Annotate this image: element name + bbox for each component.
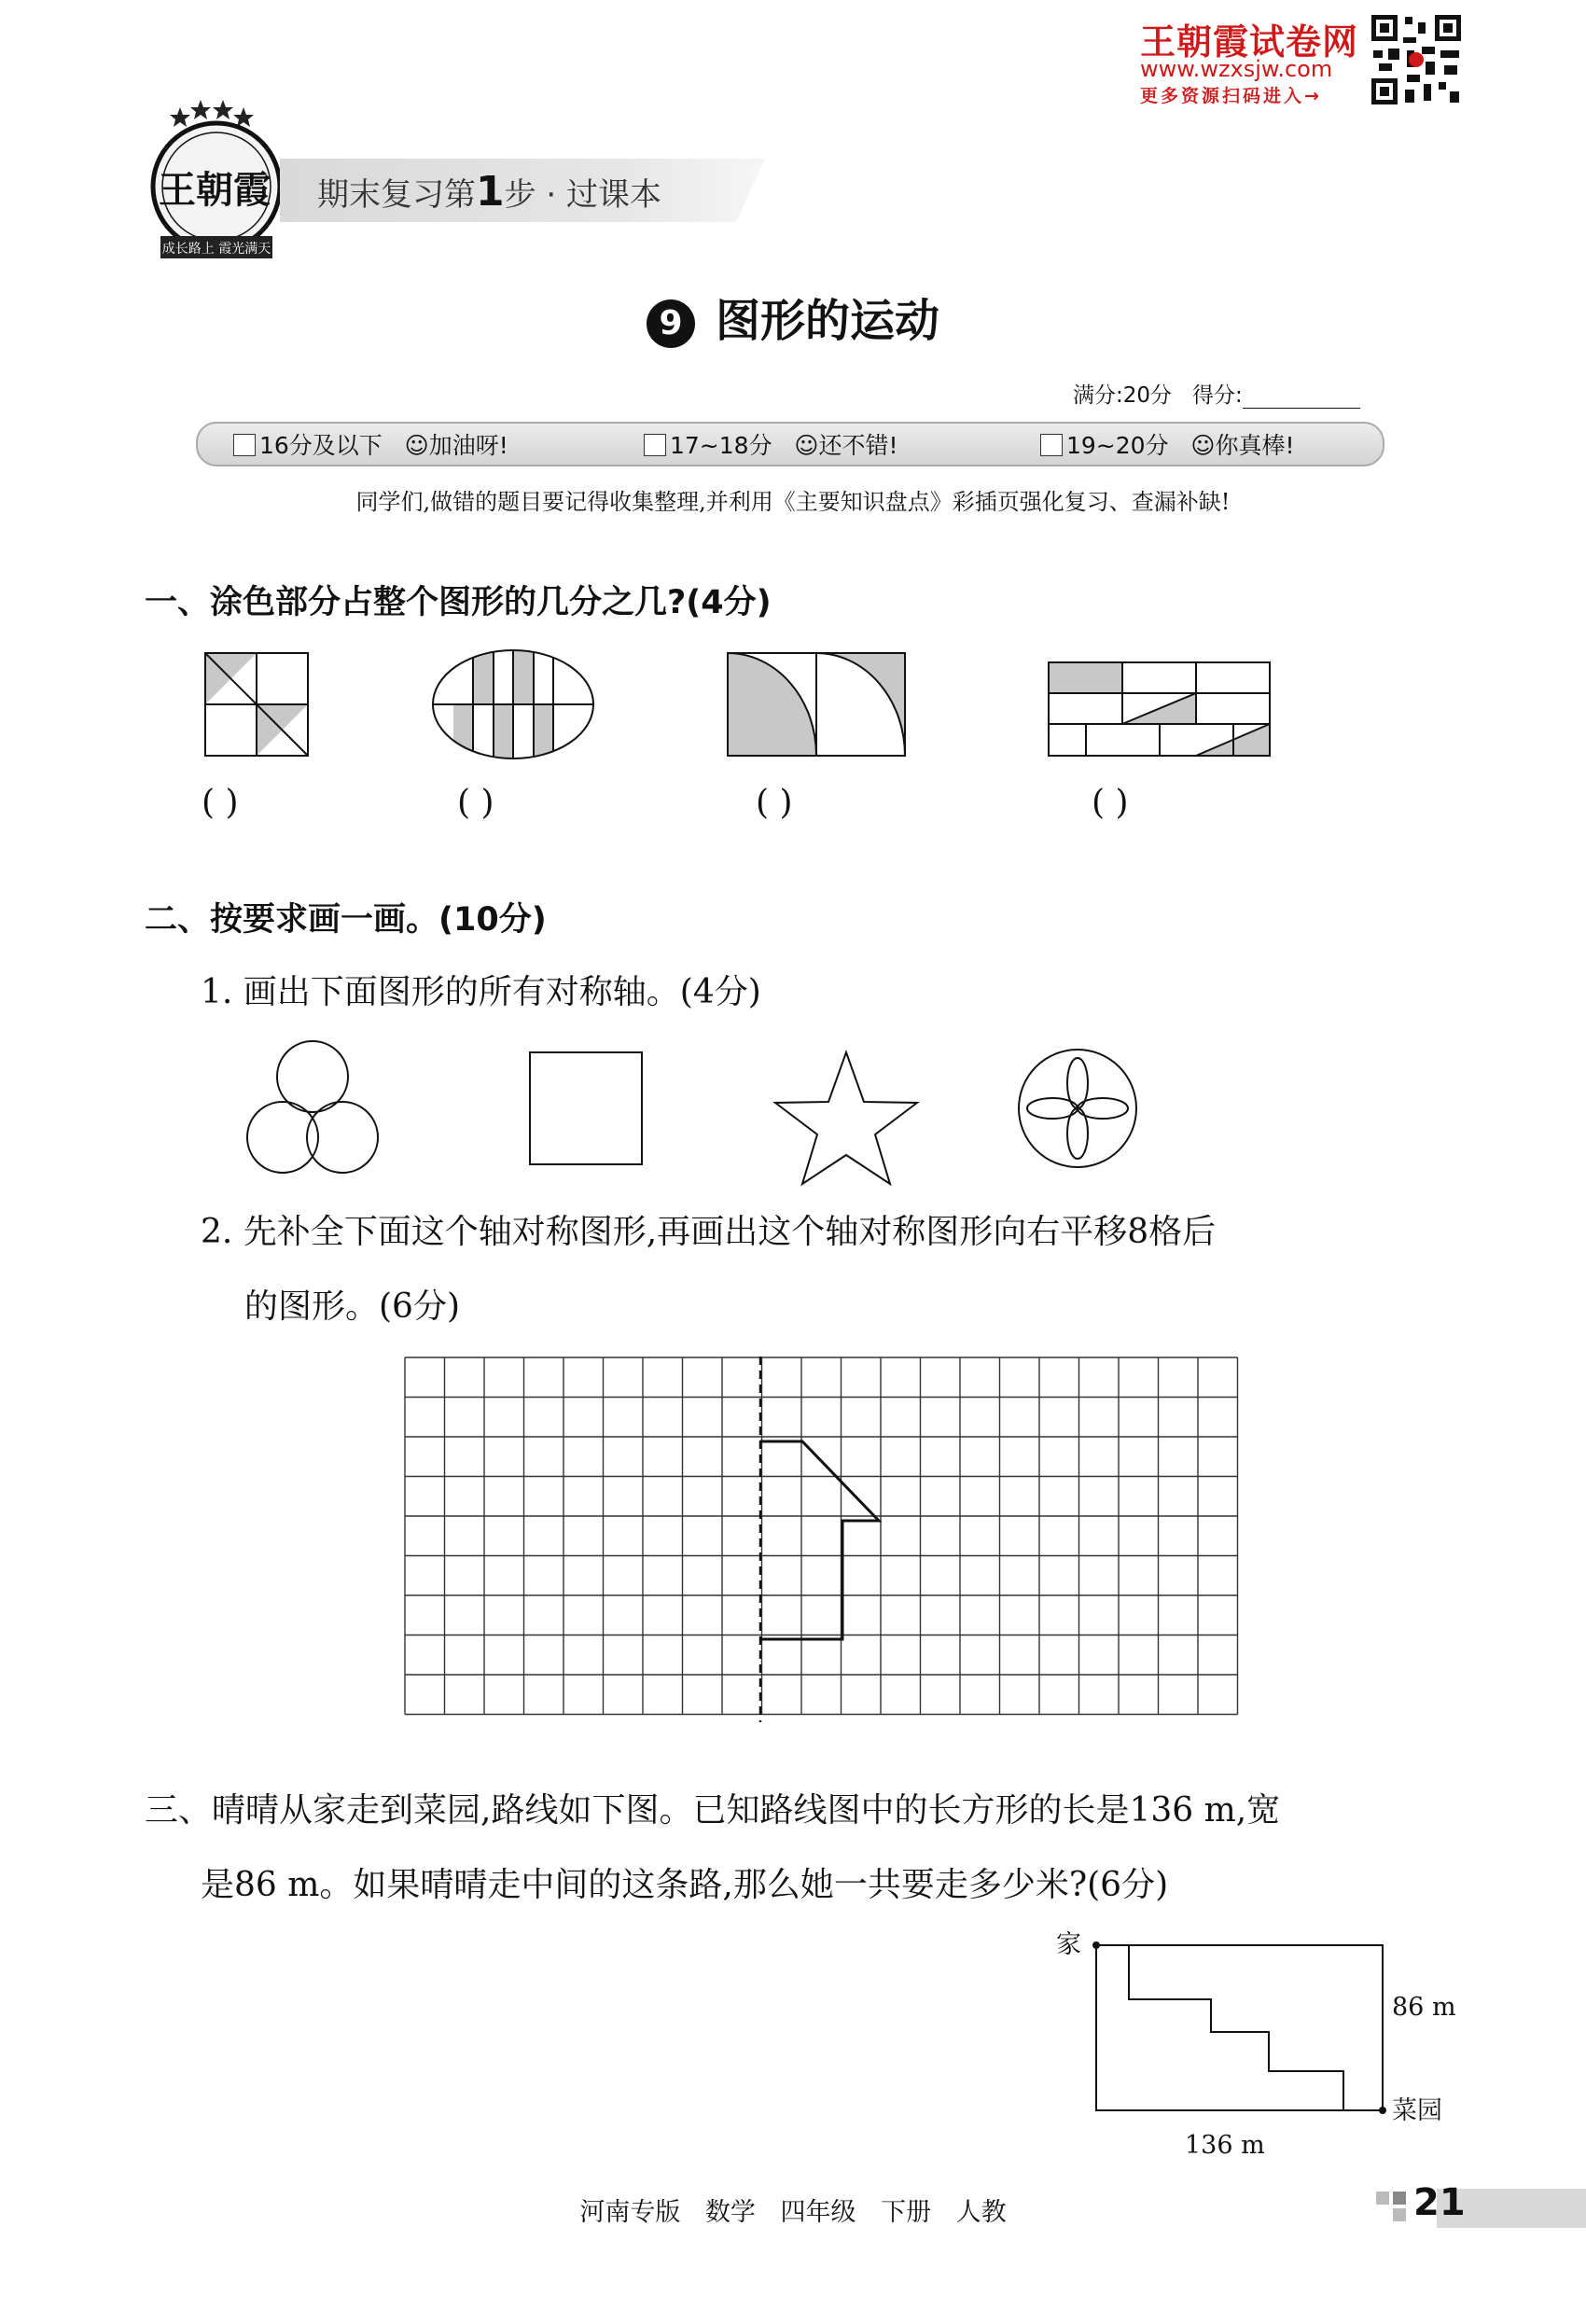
q2-sub2-line2: 的图形。(6分) bbox=[244, 1287, 460, 1326]
notice-text: 同学们,做错的题目要记得收集整理,并利用《主要知识盘点》彩插页强化复习、查漏补缺! bbox=[355, 489, 1231, 515]
q1-answer-blank[interactable]: ( ) bbox=[1092, 784, 1129, 822]
three-circles-figure bbox=[247, 1041, 378, 1173]
smiley-icon: ☺ bbox=[1190, 432, 1216, 459]
score-blank[interactable] bbox=[1243, 387, 1360, 409]
q1-figure-quarter-circles bbox=[728, 653, 905, 756]
q1-figure-ellipse bbox=[433, 644, 593, 765]
half-shape bbox=[760, 1441, 879, 1639]
svg-text:王朝霞: 王朝霞 bbox=[159, 168, 271, 212]
header-step: 期末复习第1步 · 过课本 bbox=[317, 168, 662, 216]
page-number: 21 bbox=[1413, 2181, 1466, 2224]
q3-line1: 三、晴晴从家走到菜园,路线如下图。已知路线图中的长方形的长是136 m,宽 bbox=[145, 1791, 1281, 1830]
circle-petals-figure bbox=[1019, 1050, 1136, 1167]
qr-code-icon[interactable] bbox=[1370, 13, 1463, 106]
grade-checkbox[interactable] bbox=[1040, 434, 1063, 456]
q1-answer-blank[interactable]: ( ) bbox=[457, 784, 494, 822]
brand-name: 王朝霞试卷网 bbox=[1140, 21, 1359, 63]
page-title: 9 图形的运动 bbox=[0, 285, 1586, 349]
page-marker-icon bbox=[1376, 2192, 1408, 2223]
q1-answer-blank[interactable]: ( ) bbox=[756, 784, 793, 822]
brand-more: 更多资源扫码进入→ bbox=[1140, 86, 1322, 106]
q3-line2: 是86 m。如果晴晴走中间的这条路,那么她一共要走多少米?(6分) bbox=[201, 1866, 1169, 1904]
q2-grid[interactable] bbox=[404, 1357, 1236, 1724]
q2-sub1: 1. 画出下面图形的所有对称轴。(4分) bbox=[201, 973, 761, 1011]
wangzhaoxia-logo bbox=[140, 98, 294, 275]
label-home: 家 bbox=[1056, 1930, 1081, 1959]
smiley-icon: ☺ bbox=[794, 432, 819, 459]
q1-answer-blank[interactable]: ( ) bbox=[202, 784, 239, 822]
grade-checkbox[interactable] bbox=[233, 434, 256, 456]
grade-checkbox[interactable] bbox=[644, 434, 666, 456]
square-figure bbox=[530, 1052, 642, 1164]
grade-2: 17~18分 ☺还不错! bbox=[644, 427, 898, 461]
star-figure bbox=[775, 1052, 917, 1184]
score-line: 满分:20分 得分: bbox=[1073, 378, 1360, 409]
label-garden: 菜园 bbox=[1392, 2096, 1442, 2125]
label-length: 136 m bbox=[1185, 2131, 1265, 2160]
q2-sub2-line1: 2. 先补全下面这个轴对称图形,再画出这个轴对称图形向右平移8格后 bbox=[201, 1213, 1217, 1251]
q1-figures bbox=[187, 644, 1306, 774]
q3-route-map bbox=[1054, 1922, 1465, 2160]
q1-heading: 一、涂色部分占整个图形的几分之几?(4分) bbox=[145, 584, 772, 621]
q1-figure-square bbox=[205, 653, 308, 756]
garden-point bbox=[1379, 2107, 1386, 2114]
q2-symmetry-figures bbox=[233, 1034, 1259, 1188]
smiley-icon: ☺ bbox=[404, 432, 429, 459]
q2-heading: 二、按要求画一画。(10分) bbox=[145, 901, 547, 939]
svg-text:成长路上 霞光满天: 成长路上 霞光满天 bbox=[161, 242, 271, 257]
footer-text: 河南专版 数学 四年级 下册 人教 bbox=[579, 2198, 1007, 2227]
grade-3: 19~20分 ☺你真棒! bbox=[1040, 427, 1295, 461]
home-point bbox=[1092, 1941, 1100, 1949]
grade-1: 16分及以下 ☺加油呀! bbox=[233, 427, 508, 461]
label-width: 86 m bbox=[1392, 1993, 1456, 2022]
q1-figure-grid bbox=[1049, 662, 1270, 756]
brand-url[interactable]: www.wzxsjw.com bbox=[1140, 56, 1333, 82]
